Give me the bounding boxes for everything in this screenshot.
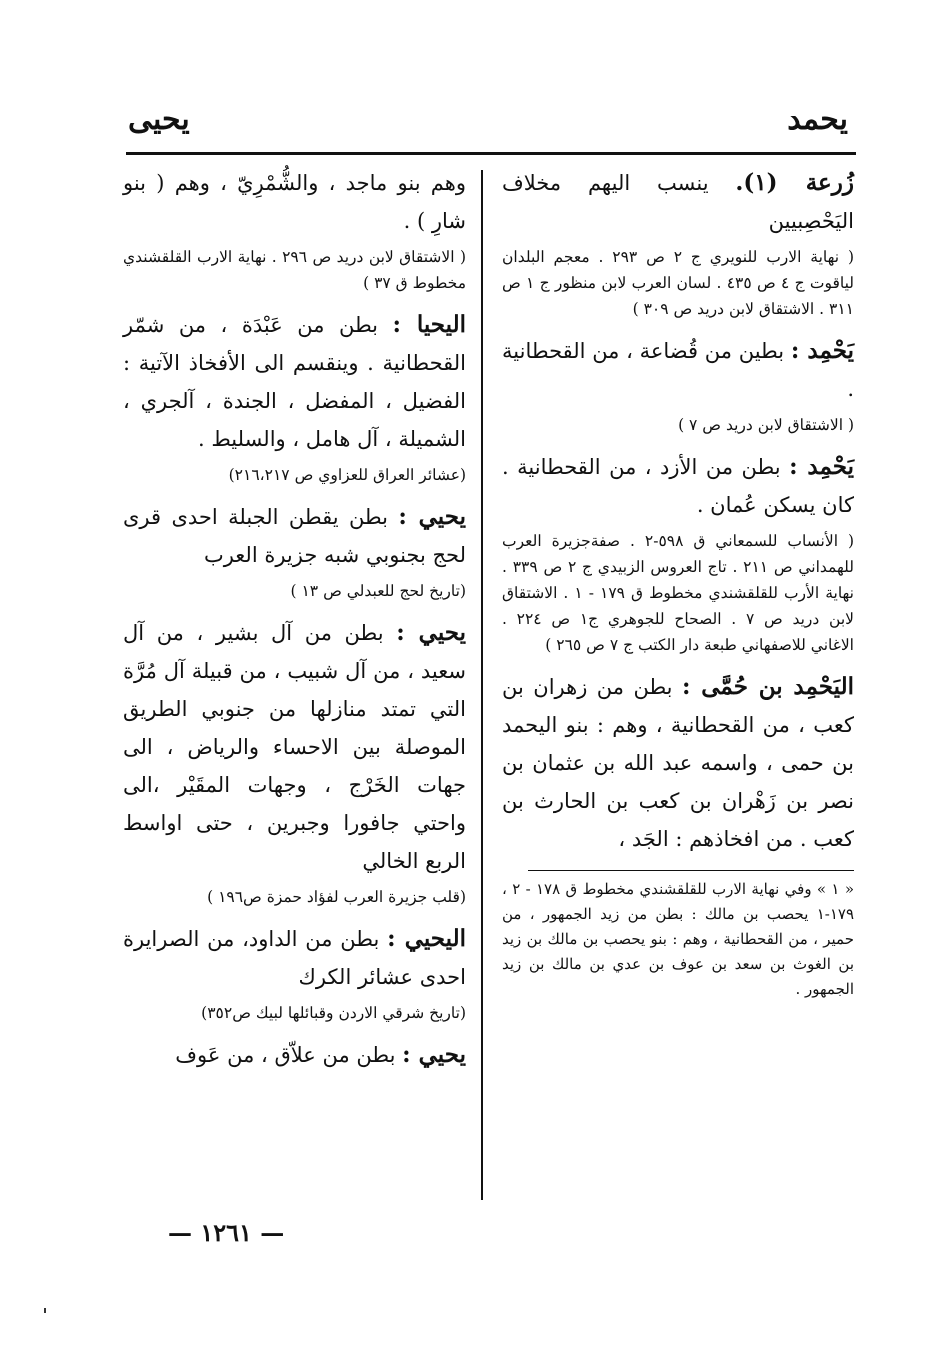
- entry-headword: يحيي :: [396, 619, 467, 646]
- entry-text: بطن من علاّق ، من عَوف: [175, 1043, 396, 1067]
- entry-yahyi-lahj: [123, 498, 466, 574]
- entry-yahyi-allaq: [123, 1036, 466, 1074]
- entry-alyahyi-karak: [123, 920, 466, 996]
- entry-continuation: وهم بنو ماجد ، والشُّمْرِيّ ، وهم ( بنو شارِ ) .: [123, 171, 466, 233]
- page-number: — ١٢٦١ —: [168, 1218, 285, 1247]
- entry-headword: يحيي :: [402, 1041, 466, 1068]
- entry-headword: يَحْمِد :: [789, 453, 854, 480]
- entry-text: بطن من آل بشير ، من آل سعيد ، من آل شبيب ، من قبيلة آل مُرَّة التي تمتد منازلها من جنوبي الطريق الموصلة بين الاحساء والرياض ، الى جهات الخَرْج ، وجهات المقَيْر ،الى واحتي جافورا وجبرين ، حتى اواسط الربع الخالي: [123, 621, 466, 873]
- entry-headword: اليحيي :: [387, 925, 466, 952]
- right-column: [502, 164, 854, 1002]
- entry-alyahya: [123, 306, 466, 458]
- entry-text: ينسب اليهم مخلاف اليَحْصِبيين: [502, 171, 854, 233]
- entry-text: بطن يقطن الجبلة احدى قرى لحج بجنوبي شبه جزيرة العرب: [123, 505, 466, 567]
- left-column: [123, 164, 466, 1074]
- running-head-left: يحيى: [128, 102, 190, 137]
- entry-text: بطين من قُضاعة ، من القحطانية .: [502, 339, 854, 401]
- column-divider: [481, 170, 483, 1200]
- entry-headword: اليحيا :: [392, 311, 466, 338]
- entry-reference: (تاريخ شرقي الاردن وقبائلها لبيك ص٣٥٢): [201, 1004, 466, 1022]
- entry-text: بطن من عَبْدَة ، من شمّر القحطانية . وينقسم الى الأفخاذ الآتية : الفضيل ، المفضل ، الجندة ، آلجري ، الشميلة ، آل هامل ، والسليط .: [123, 313, 466, 451]
- entry-reference: (عشائر العراق للعزاوي ص ٢١٦،٢١٧): [228, 466, 466, 484]
- entry-text: بطن من الأزد ، من القحطانية . كان يسكن عُمان .: [502, 455, 854, 517]
- entry-alyahmid-bin-humma: [502, 668, 854, 858]
- entry-text: بطن من الداود، من الصرايرة احدى عشائر الكرك: [123, 927, 466, 989]
- entry-reference: ( الاشتقاق لابن دريد ص ٢٩٦ . نهاية الارب القلقشندي مخطوط ق ٣٧ ): [123, 248, 466, 292]
- entry-yahmid-qudaa: [502, 332, 854, 408]
- entry-headword: يَحْمِد :: [790, 337, 854, 364]
- header-rule: [126, 152, 856, 155]
- entry-text: بطن من زهران بن كعب ، من القحطانية ، وهم : بنو اليحمد بن حمى ، واسمه عبد الله بن عثمان بن نصر بن زَهْران بن كعب بن الحارث بن كعب . من افخاذهم : الجَد ،: [502, 675, 854, 851]
- entry-headword: يحيي :: [398, 503, 466, 530]
- entry-yahyi-murra: [123, 614, 466, 880]
- entry-zura: [502, 164, 854, 240]
- scan-speck: [44, 1308, 46, 1313]
- entry-reference: (قلب جزيرة العرب لفؤاد حمزة ص١٩٦ ): [207, 888, 466, 906]
- footnote: « ١ » وفي نهاية الارب للقلقشندي مخطوط ق ١٧٨ - ٢ ، ١٧٩-١ يحصب بن مالك : بطن من زيد الجمهور ، من حمير ، من القحطانية ، وهم : بنو يحصب بن مالك بن زيد بن الغوث بن سعد بن عوف بن عدي بن مالك بن زيد الجمهور .: [502, 880, 854, 998]
- entry-yahmid-azd: [502, 448, 854, 524]
- entry-reference: ( الأنساب للسمعاني ق ٥٩٨-٢ . صفةجزيرة العرب للهمداني ص ٢١١ . تاج العروس الزبيدي ج ٢ ص ٣٣٩ . نهاية الأرب للقلقشندي مخطوط ق ١٧٩ - ١ . الاشتقاق لابن دريد ص ٧ . الصحاح للجوهري ج١ ص ٢٢٤ . الاغاني للاصفهاني طبعة دار الكتب ج ٧ ص ٢٦٥ ): [502, 532, 855, 654]
- entry-reference: ( الاشتقاق لابن دريد ص ٧ ): [678, 416, 854, 434]
- entry-headword: اليَحْمِد بن حُمَّى :: [681, 673, 854, 700]
- entry-reference: ( نهاية الارب للنويري ج ٢ ص ٢٩٣ . معجم البلدان لياقوت ج ٤ ص ٤٣٥ . لسان العرب لابن منظور ج ١ ص ٣١١ . الاشتقاق لابن دريد ص ٣٠٩ ): [502, 248, 855, 318]
- running-head-right: يحمد: [787, 102, 848, 137]
- entry-reference: (تاريخ لحج للعبدلي ص ١٣ ): [290, 582, 466, 600]
- entry-headword: زُرعة (١).: [735, 169, 854, 196]
- footnote-rule: [528, 870, 854, 871]
